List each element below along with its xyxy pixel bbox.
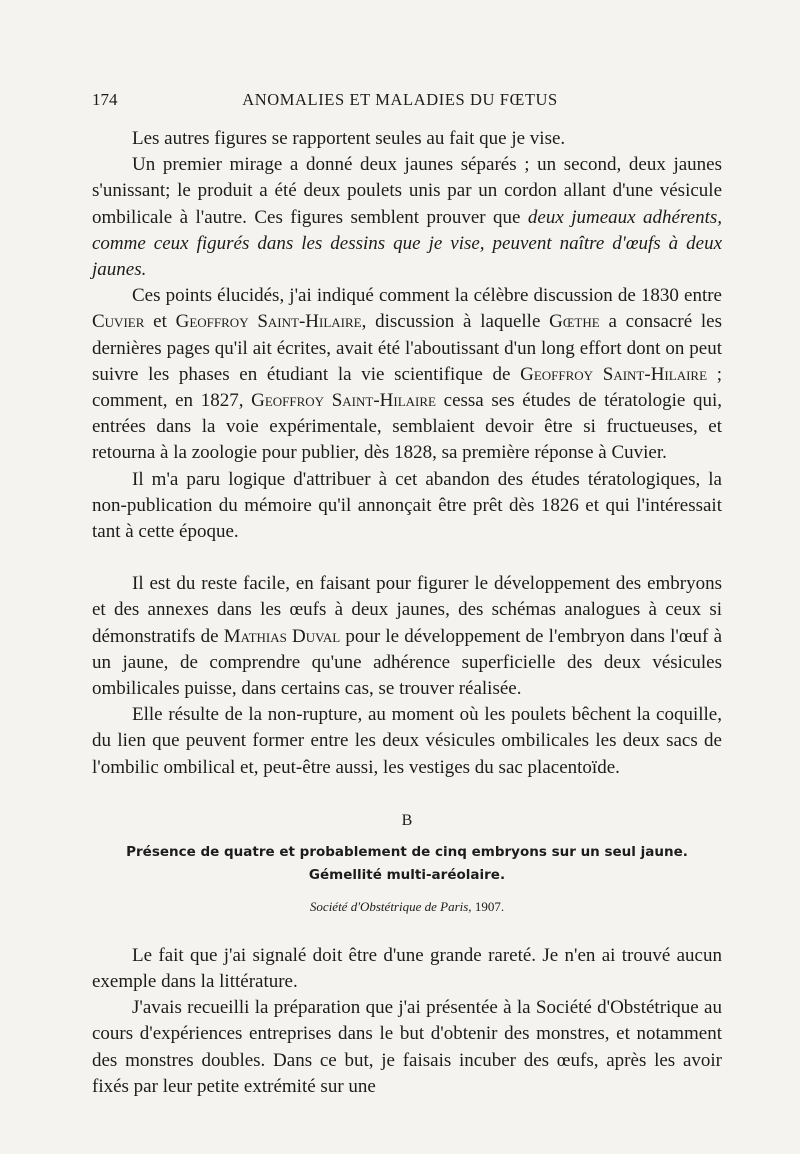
paragraph-text: Ces points élucidés, j'ai indiqué comment la célèbre discussion de 1830 entre <box>132 285 722 307</box>
paragraph <box>92 995 722 1100</box>
page-header <box>92 90 708 114</box>
paragraph <box>92 467 722 546</box>
paragraph <box>92 152 722 283</box>
author-name: Gœthe <box>549 311 600 333</box>
reference-source: Société d'Obstétrique de Paris, <box>309 898 472 914</box>
author-name: Geoffroy Saint-Hilaire <box>251 390 436 412</box>
paragraph <box>92 702 722 781</box>
author-name: Mathias Duval <box>223 625 341 647</box>
paragraph-text: Les autres figures se rapportent seules au fait que je vise. <box>132 128 566 149</box>
page-body <box>92 126 722 1100</box>
paragraph-text: Il est du reste facile, en faisant pour figurer le développement des embryons et des annexes dans les œufs à deux jaunes, des schémas analogues à ceux si démonstratifs de <box>92 573 722 647</box>
section-letter: B <box>401 811 413 829</box>
paragraph-text: , discussion à laquelle <box>361 311 550 333</box>
paragraph <box>92 943 722 995</box>
paragraph-text: J'avais recueilli la préparation que j'ai présentée à la Société d'Obstétrique au cours d'expériences entreprises dans le but d'obtenir des monstres, et notamment des monstres doubles. Dans ce but, je faisais incuber des œufs, après les avoir fixés par leur petite extrémité sur une <box>92 997 722 1097</box>
paragraph <box>92 571 722 702</box>
paragraph <box>92 283 722 466</box>
section-title-line: Gémellité multi-aréolaire. <box>308 866 506 883</box>
paragraph-text: et <box>144 311 176 333</box>
author-name: Geoffroy Saint-Hilaire <box>175 311 362 333</box>
paragraph <box>92 126 722 152</box>
paragraph-text: Il m'a paru logique d'attribuer à cet abandon des études tératologiques, la non-publication du mémoire qu'il annonçait être prêt dès 1826 et qui l'intéressait tant à cette époque. <box>92 468 722 543</box>
italic-text: deux jumeaux adhérents, comme ceux figurés dans les dessins que je vise, peuvent naître d'œufs à deux jaunes. <box>92 206 722 281</box>
paragraph-gap <box>92 545 722 571</box>
reference-year: 1907. <box>474 898 505 914</box>
running-head: ANOMALIES ET MALADIES DU FŒTUS <box>242 90 558 109</box>
paragraph-text: pour le développement de l'embryon dans l'œuf à un jaune, de comprendre qu'une adhérence superficielle des deux vésicules ombilicales puisse, dans certains cas, se trouver réalisée. <box>92 625 722 700</box>
section-title <box>92 841 722 887</box>
paragraph-text: cessa ses études de tératologie qui, entrées dans la voie expérimentale, semblaient devoir être si fructueuses, et retourna à la zoologie pour publier, dès 1828, sa première réponse à Cuvier. <box>92 390 722 464</box>
paragraph-text: Elle résulte de la non-rupture, au moment où les poulets bêchent la coquille, du lien que peuvent former entre les deux vésicules ombilicales les deux sacs de l'ombilic ombilical et, peut-être aussi, les vestiges du sac placentoïde. <box>92 704 722 778</box>
paragraph-text: Le fait que j'ai signalé doit être d'une grande rareté. Je n'en ai trouvé aucun exemple dans la littérature. <box>92 944 722 993</box>
page-number: 174 <box>92 90 118 109</box>
author-name: Geoffroy Saint-Hilaire <box>520 363 708 385</box>
author-name: Cuvier <box>92 311 145 333</box>
paragraph-text: Un premier mirage a donné deux jaunes séparés ; un second, deux jaunes s'unissant; le produit a été deux poulets unis par un cordon allant d'une vésicule ombilicale à l'autre. Ces figures semblent prouver que <box>92 154 722 228</box>
paragraph-text: ; comment, en 1827, <box>92 363 723 412</box>
section-reference <box>92 897 722 917</box>
section-title-line: Présence de quatre et probablement de cinq embryons sur un seul jaune. <box>126 843 688 860</box>
paragraph-text: a consacré les dernières pages qu'il ait écrites, avait été l'aboutissant d'un long effort dont on peut suivre les phases en étudiant la vie scientifique de <box>92 311 722 385</box>
